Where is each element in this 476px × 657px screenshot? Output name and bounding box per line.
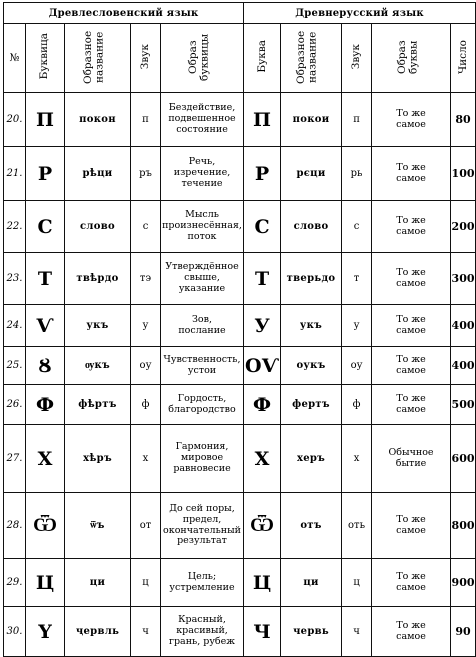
or-meaning: То же самое <box>372 385 451 425</box>
or-name: отъ <box>281 493 342 559</box>
or-meaning: То же самое <box>372 147 451 201</box>
or-name: укъ <box>281 305 342 347</box>
row-number: 21. <box>4 147 26 201</box>
header-cs-sound <box>131 24 161 93</box>
header-cs-name <box>65 24 131 93</box>
or-number: 800 <box>451 493 476 559</box>
cs-letter: Х <box>26 425 65 493</box>
or-letter: Ф <box>244 385 281 425</box>
or-sound: у <box>342 305 372 347</box>
cs-letter: Ф <box>26 385 65 425</box>
row-number: 24. <box>4 305 26 347</box>
table-row <box>4 385 476 425</box>
or-number: 600 <box>451 425 476 493</box>
header-or-name-label: Образное название <box>295 29 319 84</box>
header-cs-letter <box>26 24 65 93</box>
header-or-sound <box>342 24 372 93</box>
table-row <box>4 201 476 253</box>
cs-sound: оу <box>131 347 161 385</box>
or-number: 400 <box>451 347 476 385</box>
or-sound: ф <box>342 385 372 425</box>
or-letter: У <box>244 305 281 347</box>
or-name: оукъ <box>281 347 342 385</box>
header-or-number-label: Число <box>456 39 469 74</box>
cs-sound: ф <box>131 385 161 425</box>
group-header-row <box>4 3 476 24</box>
or-letter: Ц <box>244 559 281 607</box>
cs-sound: с <box>131 201 161 253</box>
or-number: 100 <box>451 147 476 201</box>
header-or-name <box>281 24 342 93</box>
row-number: 23. <box>4 253 26 305</box>
cs-letter: Ȣ <box>26 347 65 385</box>
or-sound: ч <box>342 607 372 657</box>
cs-name: фѣртъ <box>65 385 131 425</box>
or-name: слово <box>281 201 342 253</box>
row-number: 25. <box>4 347 26 385</box>
row-number: 27. <box>4 425 26 493</box>
or-letter: С <box>244 201 281 253</box>
or-name: червь <box>281 607 342 657</box>
cs-letter: Ѵ <box>26 305 65 347</box>
cs-name: ци <box>65 559 131 607</box>
or-letter: Х <box>244 425 281 493</box>
cs-meaning: До сей поры, предел, окончательный результат <box>161 493 244 559</box>
row-number: 20. <box>4 93 26 147</box>
or-meaning: То же самое <box>372 559 451 607</box>
cs-meaning: Цель; устремление <box>161 559 244 607</box>
cs-meaning: Чувственность, устои <box>161 347 244 385</box>
header-or-sound-label: Звук <box>350 43 363 70</box>
header-cs-letter-label: Буквица <box>38 33 51 80</box>
cs-sound: ц <box>131 559 161 607</box>
cs-name: слово <box>65 201 131 253</box>
cs-meaning: Зов, послание <box>161 305 244 347</box>
or-name: херъ <box>281 425 342 493</box>
cs-sound: х <box>131 425 161 493</box>
cs-name: покон <box>65 93 131 147</box>
or-letter: Р <box>244 147 281 201</box>
cs-name: хѣръ <box>65 425 131 493</box>
table-row <box>4 147 476 201</box>
header-cs-name-label: Образное название <box>81 29 106 84</box>
table-row <box>4 559 476 607</box>
header-or-number <box>451 24 476 93</box>
or-letter: П <box>244 93 281 147</box>
or-number: 400 <box>451 305 476 347</box>
table-row <box>4 305 476 347</box>
church-slavonic-header: Древлесловенский язык <box>4 3 244 24</box>
cs-meaning: Речь, изречение, течение <box>161 147 244 201</box>
row-number: 26. <box>4 385 26 425</box>
cs-name: ҷервль <box>65 607 131 657</box>
or-number: 900 <box>451 559 476 607</box>
or-name: рєци <box>281 147 342 201</box>
alphabet-table <box>3 2 476 657</box>
cs-sound: у <box>131 305 161 347</box>
cs-sound: ръ <box>131 147 161 201</box>
or-name: фертъ <box>281 385 342 425</box>
cs-sound: ч <box>131 607 161 657</box>
row-number: 29. <box>4 559 26 607</box>
row-number: 28. <box>4 493 26 559</box>
cs-meaning: Красный, красивый, грань, рубеж <box>161 607 244 657</box>
cs-letter: Т <box>26 253 65 305</box>
or-number: 90 <box>451 607 476 657</box>
or-letter: Ч <box>244 607 281 657</box>
cs-meaning: Бездействие, подвешенное состояние <box>161 93 244 147</box>
table-row <box>4 93 476 147</box>
header-cs-image-label: Образ буквицы <box>187 32 211 81</box>
row-number: 30. <box>4 607 26 657</box>
cs-sound: от <box>131 493 161 559</box>
or-sound: т <box>342 253 372 305</box>
header-or-image <box>372 24 451 93</box>
cs-letter: Ц <box>26 559 65 607</box>
table-row <box>4 253 476 305</box>
header-num <box>4 24 26 93</box>
or-name: тверьдо <box>281 253 342 305</box>
or-number: 500 <box>451 385 476 425</box>
or-number: 300 <box>451 253 476 305</box>
or-sound: ц <box>342 559 372 607</box>
or-letter: Ѿ <box>244 493 281 559</box>
table-row <box>4 493 476 559</box>
or-meaning: То же самое <box>372 201 451 253</box>
or-sound: с <box>342 201 372 253</box>
cs-meaning: Утверждённое свыше, указание <box>161 253 244 305</box>
or-sound: оу <box>342 347 372 385</box>
or-sound: рь <box>342 147 372 201</box>
header-or-image-label: Образ буквы <box>396 39 420 74</box>
cs-meaning: Гордость, благородство <box>161 385 244 425</box>
header-cs-sound-label: Звук <box>138 43 151 70</box>
cs-letter: Ѿ <box>26 493 65 559</box>
or-letter: ОѴ <box>244 347 281 385</box>
or-meaning: То же самое <box>372 93 451 147</box>
cs-letter: Р <box>26 147 65 201</box>
cs-letter: П <box>26 93 65 147</box>
or-meaning: То же самое <box>372 305 451 347</box>
or-name: ци <box>281 559 342 607</box>
or-meaning: Обычное бытие <box>372 425 451 493</box>
column-header-row <box>4 24 476 93</box>
header-num-label: № <box>9 52 20 64</box>
header-or-letter-label: Буква <box>255 40 268 73</box>
cs-name: рѣци <box>65 147 131 201</box>
or-sound: оть <box>342 493 372 559</box>
header-or-letter <box>244 24 281 93</box>
table-row <box>4 607 476 657</box>
or-number: 80 <box>451 93 476 147</box>
or-sound: х <box>342 425 372 493</box>
table-row <box>4 347 476 385</box>
or-letter: Т <box>244 253 281 305</box>
cs-name: твѣрдо <box>65 253 131 305</box>
old-russian-header: Древнерусский язык <box>244 3 476 24</box>
or-meaning: То же самое <box>372 253 451 305</box>
cs-meaning: Гармония, мировое равновесие <box>161 425 244 493</box>
or-number: 200 <box>451 201 476 253</box>
cs-name: ѹкъ <box>65 347 131 385</box>
cs-letter: С <box>26 201 65 253</box>
or-meaning: То же самое <box>372 607 451 657</box>
cs-sound: п <box>131 93 161 147</box>
cs-name: ѿъ <box>65 493 131 559</box>
table-row <box>4 425 476 493</box>
cs-letter: Ү <box>26 607 65 657</box>
or-name: покои <box>281 93 342 147</box>
header-cs-image <box>161 24 244 93</box>
or-sound: п <box>342 93 372 147</box>
cs-name: укъ <box>65 305 131 347</box>
or-meaning: То же самое <box>372 493 451 559</box>
or-meaning: То же самое <box>372 347 451 385</box>
row-number: 22. <box>4 201 26 253</box>
cs-sound: тэ <box>131 253 161 305</box>
cs-meaning: Мысль произнесённая, поток <box>161 201 244 253</box>
